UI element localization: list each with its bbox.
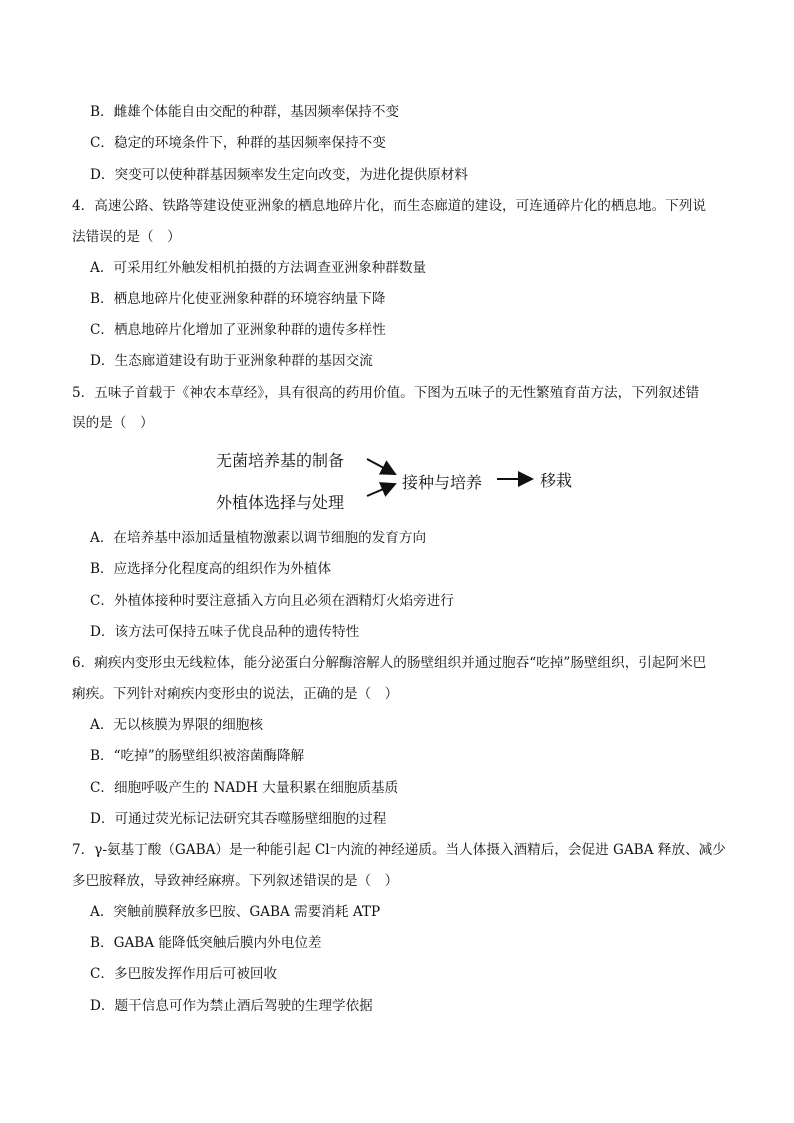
q5-option-b: B．应选择分化程度高的组织作为外植体	[90, 561, 332, 577]
q4-stem-line1: 4．高速公路、铁路等建设使亚洲象的栖息地碎片化，而生态廊道的建设，可连通碎片化的栖息地。下列说	[72, 198, 706, 214]
q4-stem-line2: 法错误的是（ ）	[72, 229, 181, 245]
step-transplant: 移栽	[540, 471, 573, 490]
q7-option-d: D．题干信息可作为禁止酒后驾驶的生理学依据	[90, 998, 373, 1014]
q7-stem-line2: 多巴胺释放，导致神经麻痹。下列叙述错误的是（ ）	[72, 873, 399, 889]
q5-option-a: A．在培养基中添加适量植物激素以调节细胞的发育方向	[90, 530, 427, 546]
q5-flow-diagram	[214, 444, 584, 516]
q3-option-b: B．雌雄个体能自由交配的种群，基因频率保持不变	[90, 104, 400, 120]
q7-option-a: A．突触前膜释放多巴胺、GABA 需要消耗 ATP	[90, 904, 381, 920]
q6-stem-line1: 6．痢疾内变形虫无线粒体，能分泌蛋白分解酶溶解人的肠壁组织并通过胞吞“吃掉”肠壁组织，引起阿米巴	[72, 655, 707, 671]
q6-option-b: B．“吃掉”的肠壁组织被溶菌酶降解	[90, 748, 305, 764]
arrow-prep-to-culture	[367, 459, 395, 474]
q6-option-a: A．无以核膜为界限的细胞核	[90, 717, 263, 733]
arrow-explant-to-culture	[367, 484, 395, 496]
q3-option-d: D．突变可以使种群基因频率发生定向改变，为进化提供原材料	[90, 167, 468, 183]
q4-option-b: B．栖息地碎片化使亚洲象种群的环境容纳量下降	[90, 291, 386, 307]
step-explant-selection: 外植体选择与处理	[216, 493, 345, 512]
q4-option-a: A．可采用红外触发相机拍摄的方法调查亚洲象种群数量	[90, 260, 427, 276]
q6-option-c: C．细胞呼吸产生的 NADH 大量积累在细胞质基质	[90, 780, 399, 796]
q4-option-c: C．栖息地碎片化增加了亚洲象种群的遗传多样性	[90, 322, 386, 338]
q5-option-d: D．该方法可保持五味子优良品种的遗传特性	[90, 624, 360, 640]
step-inoculation-culture: 接种与培养	[402, 473, 483, 492]
q7-option-c: C．多巴胺发挥作用后可被回收	[90, 966, 278, 982]
q5-option-c: C．外植体接种时要注意插入方向且必须在酒精灯火焰旁进行	[90, 593, 454, 609]
q5-stem-line2: 误的是（ ）	[72, 415, 154, 431]
q6-stem-line2: 痢疾。下列针对痢疾内变形虫的说法，正确的是（ ）	[72, 686, 399, 702]
q6-option-d: D．可通过荧光标记法研究其吞噬肠壁细胞的过程	[90, 811, 387, 827]
q5-stem-line1: 5．五味子首载于《神农本草经》，具有很高的药用价值。下图为五味子的无性繁殖育苗方法，下列叙述错	[72, 385, 700, 401]
step-sterile-medium: 无菌培养基的制备	[216, 451, 345, 470]
q4-option-d: D．生态廊道建设有助于亚洲象种群的基因交流	[90, 353, 373, 369]
q7-stem-line1: 7．γ-氨基丁酸（GABA）是一种能引起 Cl⁻内流的神经递质。当人体摄入酒精后，会促进 GABA 释放、减少	[72, 842, 726, 858]
q7-option-b: B．GABA 能降低突触后膜内外电位差	[90, 935, 322, 951]
q3-option-c: C．稳定的环境条件下，种群的基因频率保持不变	[90, 135, 386, 151]
